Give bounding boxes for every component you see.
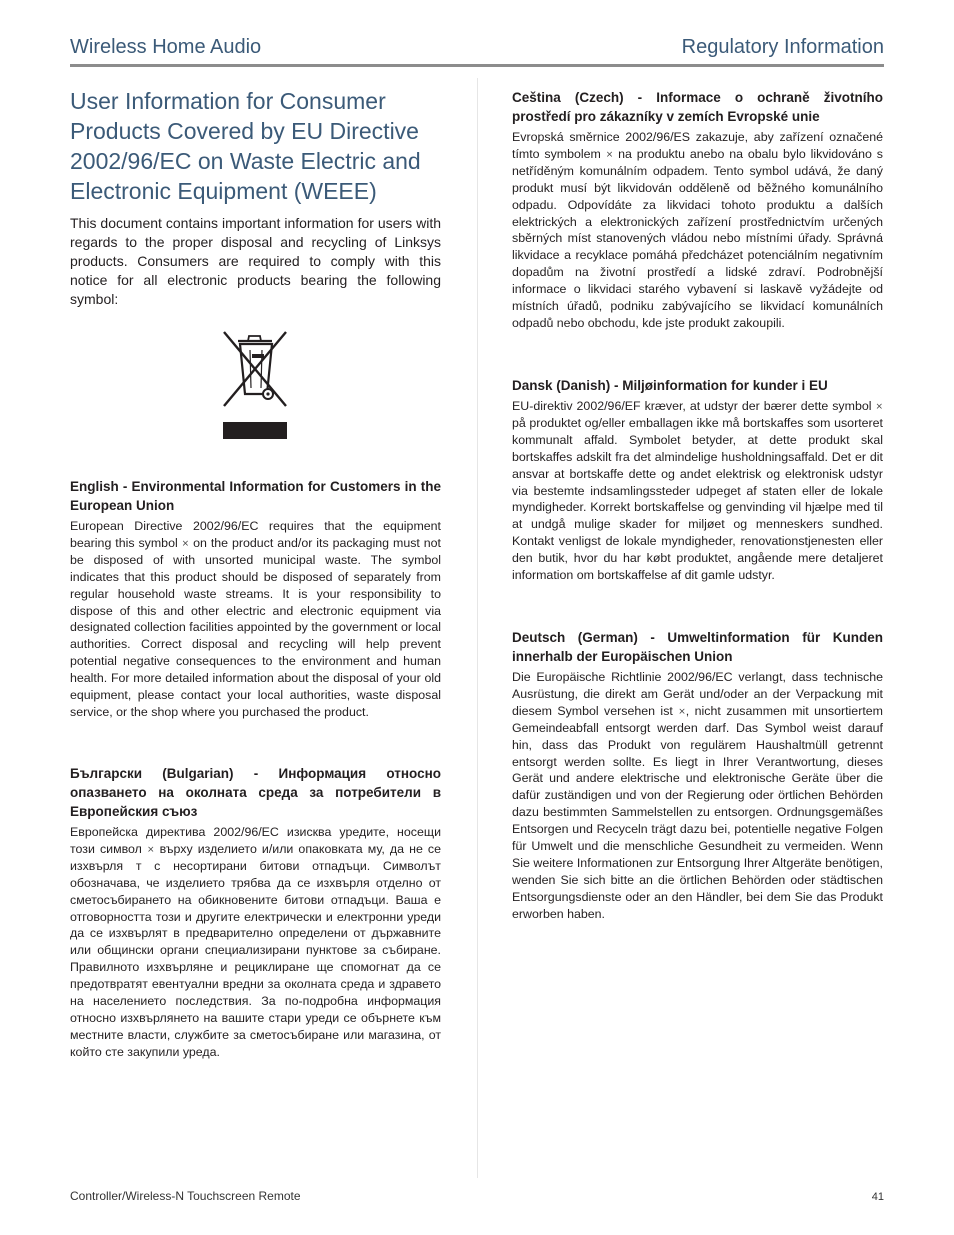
- section-danish-heading: Dansk (Danish) - Miljøinformation for kunder i EU: [512, 378, 828, 393]
- section-czech-text-1: Evropská směrnice 2002/96/ES zakazuje, aby zařízení označené tímto symbolem: [512, 130, 883, 161]
- section-czech-body: [512, 129, 883, 332]
- section-bulgarian: [70, 764, 441, 1061]
- section-bulgarian-body: [70, 824, 441, 1061]
- page-title: User Information for Consumer Products Covered by EU Directive 2002/96/EC on Waste Electric and Electronic Equipment (WEEE): [70, 88, 421, 204]
- section-bulgarian-text-1: Европейска директива 2002/96/EC изисква уредите, носещи този символ: [70, 825, 441, 856]
- intro-paragraph: This document contains important information for users with regards to the proper disposal and recycling of Linksys products. Consumers are required to comply with this notice for all electronic products bearing the following symbol:: [70, 215, 441, 307]
- header-section-title: Regulatory Information: [681, 36, 884, 58]
- page-number: 41: [871, 1191, 884, 1203]
- weee-inline-icon: ⨯: [181, 537, 190, 548]
- section-danish-text-2: på produktet og/eller emballagen ikke må bortskaffes som usorteret kommunalt affald. Symbolet betyder, at dette produkt skal bortskaffes adskilt fra det almindelige husholdningsaffald. Det er dit ansvar at bortskaffe dette og andet elektrisk og elektronisk udstyr via bestemte indsamlingssteder udpeget af staten eller de lokale myndigheder. Korrekt bortskaffelse og genvinding vil hjælpe med til at undgå mulige skader for miljøet og menneskers sundhed. Kontakt venligst de lokale myndigheder, renovationstjenesten eller den butik, hvor du har købt produktet, angående mere detaljeret information om bortskaffelse af dit gamle udstyr.: [512, 415, 883, 583]
- section-german-body: [512, 669, 883, 923]
- section-english-text-1: European Directive 2002/96/EC requires that the equipment bearing this symbol: [70, 519, 441, 550]
- weee-inline-icon: ⨯: [605, 148, 614, 159]
- section-czech-heading: Ceština (Czech) - Informace o ochraně životního prostředí pro zákazníky v zemích Evropské unie: [512, 90, 883, 124]
- section-german: [512, 628, 883, 923]
- header-rule: [70, 64, 884, 67]
- section-bulgarian-heading: Български (Bulgarian) - Информация относно опазването на околната среда за потребители в Европейския съюз: [70, 766, 441, 819]
- section-german-text-1: Die Europäische Richtlinie 2002/96/EC verlangt, dass technische Ausrüstung, die direkt am Gerät und/oder an der Verpackung mit diesem Symbol versehen ist: [512, 670, 883, 718]
- footer-product-name: Controller/Wireless-N Touchscreen Remote: [70, 1189, 301, 1203]
- section-danish: [512, 376, 883, 584]
- section-german-heading: Deutsch (German) - Umweltinformation für Kunden innerhalb der Europäischen Union: [512, 630, 883, 664]
- column-divider: [477, 78, 478, 1178]
- section-danish-text-1: EU-direktiv 2002/96/EF kræver, at udstyr der bærer dette symbol: [512, 399, 876, 413]
- header-product-title: Wireless Home Audio: [70, 36, 262, 58]
- section-czech-text-2: na produktu anebo na obalu bylo likvidováno s netříděným komunálním odpadem. Tento symbol udává, že daný produkt musí být likvidován odděleně od běžného komunálního odpadu. Odpovídáte za likvidaci tohoto produktu a dalších elektrických a elektronických zařízení prostřednictvím určených sběrných míst stanovených vládou nebo místními úřady. Správná likvidace a recyklace pomáhá předcházet potenciálním negativním dopadům na životní prostředí a lidské zdraví. Podrobnější informace o likvidaci starého vybavení si laskavě vyžádejte od místních úřadů, podniku zabývajícího se likvidací komunálních odpadů nebo obchodu, kde jste produkt zakoupili.: [512, 146, 883, 330]
- section-bulgarian-text-2: върху изделието и/или опаковката му, да не се изхвърля т с несортирани битови отпадъци. Символът обозначава, че изделието трябва да се изхвърля отделно от сметосъбирането на обикновените битови отпадъци. Ваша е отговорността този и другите електрически и електронни уреди да се изхвърлят в предварително определени от държавните или общински органи специализирани пунктове за събиране. Правилното изхвърляне и рециклиране ще спомогнат да се предотвратят евентуални вредни за околната среда и здравето на населението последствия. За по-подробна информация относно изхвърлянето на вашите стари уреди се обърнете към местните власти, службите за сметосъбиране или магазина, от който сте закупили уреда.: [70, 841, 442, 1059]
- weee-inline-icon: ⨯: [875, 401, 883, 411]
- weee-inline-icon: ⨯: [678, 705, 686, 716]
- weee-inline-icon: ⨯: [146, 843, 155, 854]
- crossed-out-wheeled-bin-icon: [218, 328, 290, 440]
- section-english-heading: English - Environmental Information for Customers in the European Union: [70, 479, 441, 513]
- section-english: [70, 477, 441, 721]
- section-german-text-2: , nicht zusammen mit unsortiertem Gemeindeabfall entsorgt werden darf. Das Symbol weist darauf hin, dass das Produkt von regulärem Haushaltmüll getrennt entsorgt werden sollte. Es liegt in Ihrer Verantwortung, dieses Gerät und andere elektrische und elektronische Geräte über die dafür zuständigen und von der Regierung oder örtlichen Behörden dazu bestimmten Sammelstellen zu entsorgen. Ordnungsgemäßes Entsorgen und Recyceln trägt dazu bei, potentielle negative Folgen für Umwelt und die menschliche Gesundheit zu vermeiden. Wenn Sie weitere Informationen zur Entsorgung Ihrer Altgeräte benötigen, wenden Sie sich bitte an die örtlichen Behörden oder städtischen Entsorgungsdienste oder an den Händler, bei dem Sie das Produkt erworben haben.: [512, 703, 883, 921]
- section-english-body: [70, 518, 441, 721]
- section-danish-body: [512, 398, 883, 584]
- section-english-text-2: on the product and/or its packaging must not be disposed of with unsorted municipal waste. The symbol indicates that this product should be disposed of separately from regular household waste streams. It is your responsibility to dispose of this and other electric and electronic equipment via designated collection facilities appointed by the government or local authorities. Correct disposal and recycling will help prevent potential negative consequences to the environment and human health. For more detailed information about the disposal of your old equipment, please contact your local authorities, waste disposal service, or the shop where you purchased the product.: [70, 535, 441, 719]
- section-czech: [512, 88, 883, 332]
